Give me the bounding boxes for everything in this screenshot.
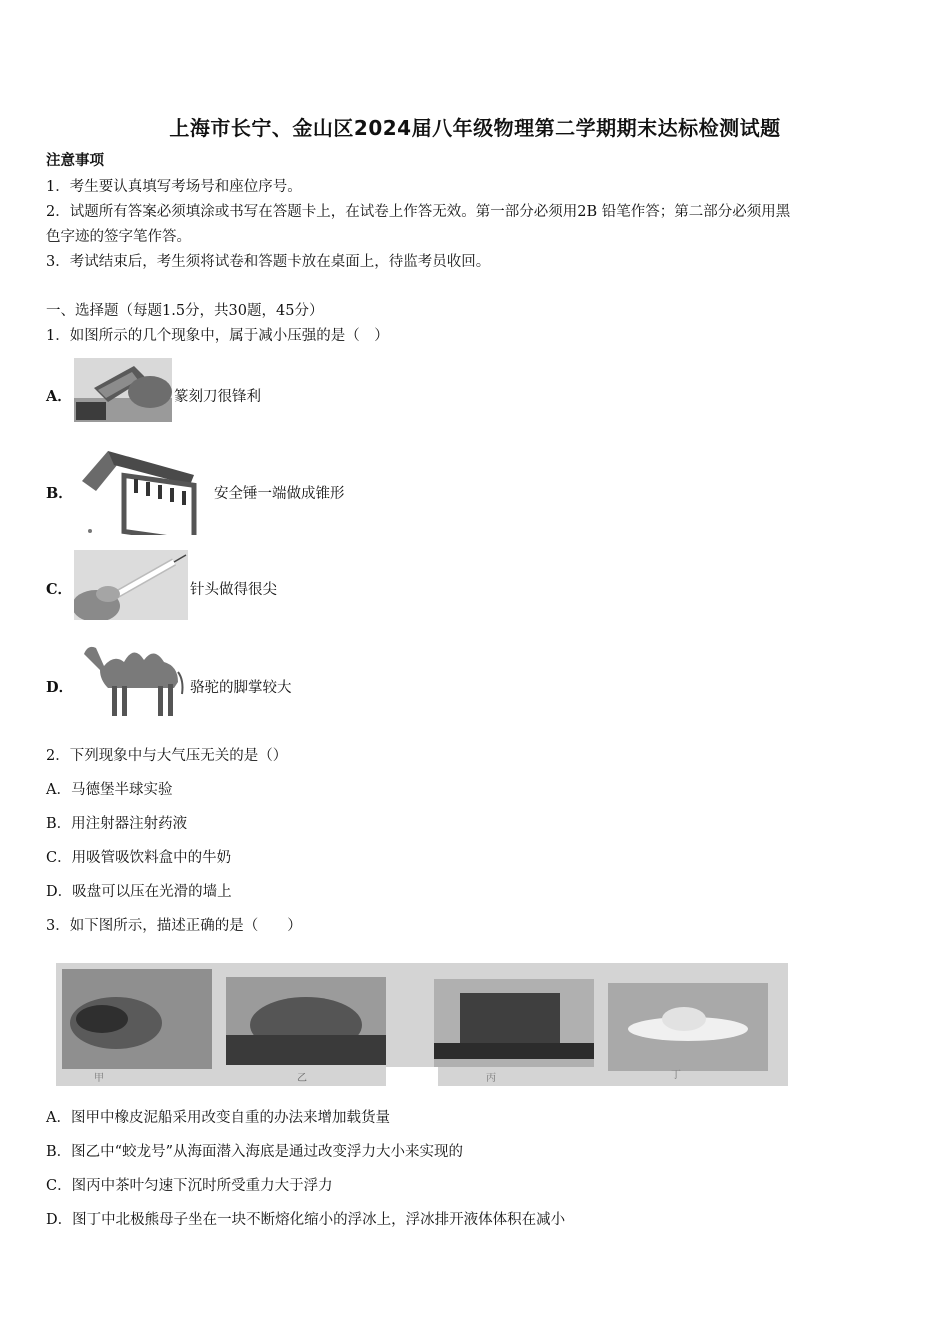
safety-hammer-photo [78,445,212,535]
q1-option-a-letter: A． [46,388,72,405]
q3-label-jia: 甲 [94,1073,104,1084]
q1-option-c-text: 针头做得很尖 [190,582,277,598]
q1-option-a-text: 篆刻刀很锋利 [174,389,261,405]
q2-option-a: A．马德堡半球实验 [46,782,173,798]
q3-stem: 3．如下图所示，描述正确的是（ ） [46,918,302,934]
q3-option-c: C．图丙中茶叶匀速下沉时所受重力大于浮力 [46,1178,333,1194]
syringe-photo [74,550,188,620]
q1-stem: 1．如图所示的几个现象中，属于减小压强的是（ ） [46,328,389,344]
q1-option-c-letter: C． [46,581,73,598]
q1-option-b-text: 安全锤一端做成锥形 [214,486,345,502]
q3-label-yi: 乙 [297,1073,307,1084]
q3-figure [56,963,788,1086]
q2-option-d: D．吸盘可以压在光滑的墙上 [46,884,232,900]
page-title: 上海市长宁、金山区2024届八年级物理第二学期期末达标检测试题 [169,116,781,140]
q1-option-d-text: 骆驼的脚掌较大 [190,680,292,696]
q3-option-a: A．图甲中橡皮泥船采用改变自重的办法来增加载货量 [46,1110,390,1126]
q2-option-c: C．用吸管吸饮料盒中的牛奶 [46,850,232,866]
notice-item-2: 2．试题所有答案必须填涂或书写在答题卡上，在试卷上作答无效。第一部分必须用2B 铅笔作答；第二部分必须用黑 [46,204,791,220]
notice-item-3: 3．考试结束后，考生须将试卷和答题卡放在桌面上，待监考员收回。 [46,254,491,270]
notice-item-1: 1．考生要认真填写考场号和座位序号。 [46,179,302,195]
notice-heading: 注意事项 [46,152,104,169]
camel-photo [78,636,188,720]
q1-option-b-letter: B． [46,485,73,502]
section-heading: 一、选择题（每题1.5分，共30题，45分） [46,303,324,319]
q1-option-d-letter: D． [46,679,74,696]
q2-option-b: B．用注射器注射药液 [46,816,188,832]
q3-label-ding: 丁 [671,1070,681,1081]
q2-stem: 2．下列现象中与大气压无关的是（） [46,748,288,764]
carving-knife-photo [74,358,172,422]
q3-option-b: B．图乙中“蛟龙号”从海面潜入海底是通过改变浮力大小来实现的 [46,1144,463,1160]
q3-option-d: D．图丁中北极熊母子坐在一块不断熔化缩小的浮冰上，浮冰排开液体体积在减小 [46,1212,566,1228]
q3-label-bing: 丙 [486,1073,496,1084]
notice-item-2-cont: 色字迹的签字笔作答。 [46,229,191,245]
